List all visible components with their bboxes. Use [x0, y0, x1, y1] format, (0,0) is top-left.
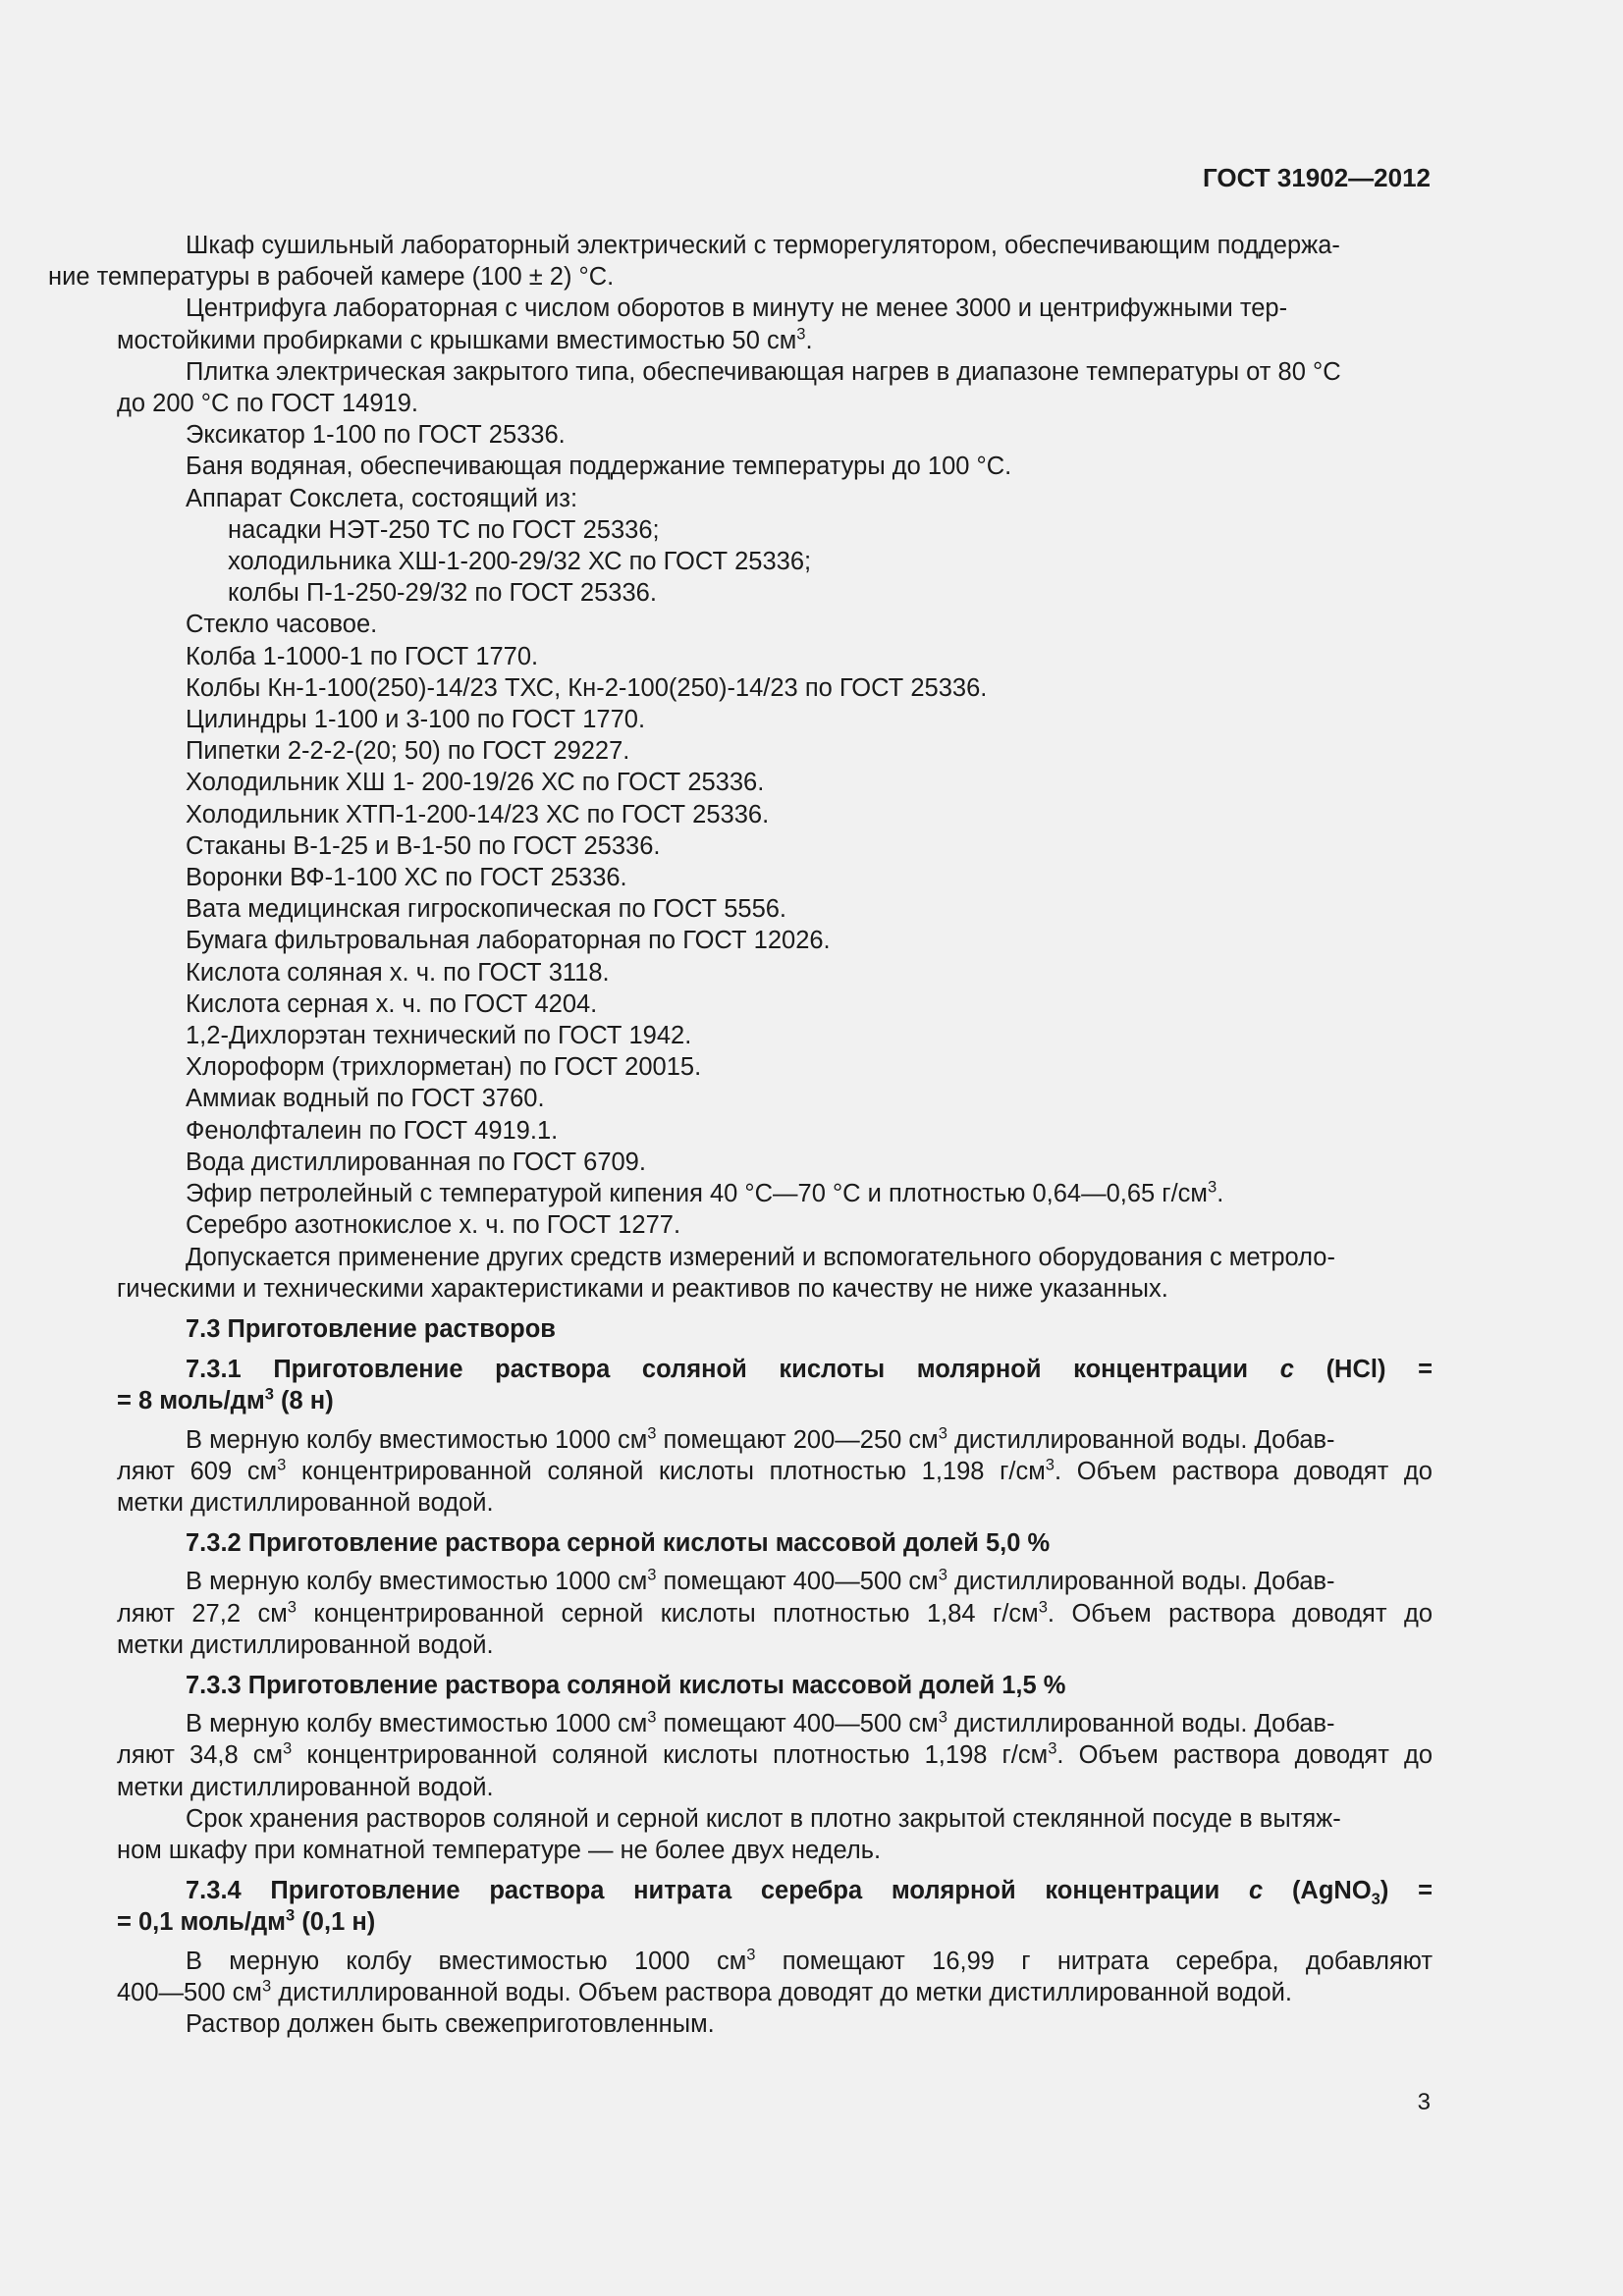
- section-heading-7-3: 7.3 Приготовление растворов: [186, 1314, 556, 1343]
- paragraph-7-3-1: В мерную колбу вместимостью 1000 $см^3$ помещают 200—250 $см^3$ дистиллированной воды. Добав- ляют 609 $см^3$ концентрированной соляной кислоты плотностью 1,198 $г/см^3$. Объем раствора доводят до метки дистиллированной водой.: [117, 1423, 1433, 1517]
- paragraph-allowance: Допускается применение других средств измерений и вспомогательного оборудования с метроло- гическими и техническими характеристиками и реактивов по качеству не ниже указанных.: [117, 1243, 1335, 1303]
- page-content: [48, 230, 1434, 2040]
- list-item: Стаканы В-1-25 и В-1-50 по ГОСТ 25336.: [186, 831, 661, 860]
- paragraph-7-3-3: В мерную колбу вместимостью 1000 $см^3$ помещают 400—500 $см^3$ дистиллированной воды. Добав- ляют 34,8 $см^3$ концентрированной соляной кислоты плотностью 1,198 $г/см^3$. Объем раствора доводят до метки дистиллированной водой.: [117, 1707, 1434, 1801]
- page-number: 3: [1417, 2089, 1431, 2115]
- list-item: Фенолфталеин по ГОСТ 4919.1.: [186, 1116, 559, 1145]
- sub-list-item: колбы П-1-250-29/32 по ГОСТ 25336.: [228, 579, 657, 608]
- list-item: Вата медицинская гигроскопическая по ГОСТ 5556.: [186, 895, 787, 924]
- list-item: Кислота соляная х. ч. по ГОСТ 3118.: [186, 958, 610, 987]
- list-item: Хлороформ (трихлорметан) по ГОСТ 20015.: [186, 1053, 702, 1082]
- list-item: Колба 1-1000-1 по ГОСТ 1770.: [186, 642, 539, 670]
- subsection-heading-7-3-3: 7.3.3 Приготовление раствора соляной кислоты массовой долей 1,5 %: [186, 1671, 1066, 1699]
- list-item: 1,2-Дихлорэтан технический по ГОСТ 1942.: [186, 1022, 692, 1050]
- list-item: Холодильник ХШ 1- 200-19/26 ХС по ГОСТ 25336.: [186, 769, 765, 797]
- subsection-heading-7-3-1: 7.3.1 Приготовление раствора соляной кислоты молярной концентрации с (НСl) = = 8 моль/$дм^3$ (8 н): [117, 1356, 1433, 1415]
- list-item: Холодильник ХТП-1-200-14/23 ХС по ГОСТ 25336.: [186, 800, 770, 828]
- list-item: Серебро азотнокислое х. ч. по ГОСТ 1277.: [186, 1211, 681, 1240]
- paragraph-fresh: Раствор должен быть свежеприготовленным.: [186, 2009, 715, 2038]
- paragraph-7-3-2: В мерную колбу вместимостью 1000 $см^3$ помещают 400—500 $см^3$ дистиллированной воды. Добав- ляют 27,2 $см^3$ концентрированной серной кислоты плотностью 1,84 $г/см^3$. Объем раствора доводят до метки дистиллированной водой.: [117, 1565, 1434, 1659]
- list-item: Стекло часовое.: [186, 611, 378, 639]
- list-item: Кислота серная х. ч. по ГОСТ 4204.: [186, 989, 598, 1018]
- list-item: Аммиак водный по ГОСТ 3760.: [186, 1085, 545, 1113]
- paragraph-storage: Срок хранения растворов соляной и серной кислот в плотно закрытой стеклянной посуде в вытяж- ном шкафу при комнатной температуре — не более двух недель.: [117, 1804, 1341, 1864]
- list-item: Цилиндры 1-100 и 3-100 по ГОСТ 1770.: [186, 706, 646, 734]
- subsection-heading-7-3-4: 7.3.4 Приготовление раствора нитрата серебра молярной концентрации с (AgNO$_3$) = = 0,1 моль/$дм^3$ (0,1 н): [117, 1877, 1433, 1937]
- list-item: Вода дистиллированная по ГОСТ 6709.: [186, 1148, 646, 1176]
- list-item: Аппарат Сокслета, состоящий из:: [186, 484, 578, 512]
- paragraph-hot-plate: Плитка электрическая закрытого типа, обеспечивающая нагрев в диапазоне температуры от 80 °С до 200 °С по ГОСТ 14919.: [117, 357, 1341, 418]
- list-item: Бумага фильтровальная лабораторная по ГОСТ 12026.: [186, 927, 831, 955]
- list-item: Баня водяная, обеспечивающая поддержание температуры до 100 °С.: [186, 453, 1012, 481]
- list-item: Колбы Кн-1-100(250)-14/23 ТХС, Кн-2-100(250)-14/23 по ГОСТ 25336.: [186, 673, 988, 702]
- paragraph-7-3-4: В мерную колбу вместимостью 1000 $см^3$ помещают 16,99 г нитрата серебра, добавляют 400—500 $см^3$ дистиллированной воды. Объем раствора доводят до метки дистиллированной водой.: [117, 1945, 1434, 2006]
- list-item: Эфир петролейный с температурой кипения 40 °С—70 °С и плотностью 0,64—0,65 $г/см^3$.: [186, 1177, 1224, 1208]
- list-item: Пипетки 2-2-2-(20; 50) по ГОСТ 29227.: [186, 737, 630, 766]
- subsection-heading-7-3-2: 7.3.2 Приготовление раствора серной кислоты массовой долей 5,0 %: [186, 1529, 1051, 1558]
- list-item: Эксикатор 1-100 по ГОСТ 25336.: [186, 421, 566, 450]
- document-code: ГОСТ 31902—2012: [1203, 163, 1431, 192]
- paragraph-centrifuge: Центрифуга лабораторная с числом оборотов в минуту не менее 3000 и центрифужными тер- мостойкими пробирками с крышками вместимостью 50 $см^3$.: [117, 294, 1288, 354]
- sub-list-item: насадки НЭТ-250 ТС по ГОСТ 25336;: [228, 515, 660, 544]
- list-item: Воронки ВФ-1-100 ХС по ГОСТ 25336.: [186, 864, 627, 892]
- paragraph-drying-cabinet: Шкаф сушильный лабораторный электрический с терморегулятором, обеспечивающим поддержа- ние температуры в рабочей камере (100 ± 2) °С.: [48, 232, 1340, 292]
- sub-list-item: холодильника ХШ-1-200-29/32 ХС по ГОСТ 25336;: [228, 548, 812, 576]
